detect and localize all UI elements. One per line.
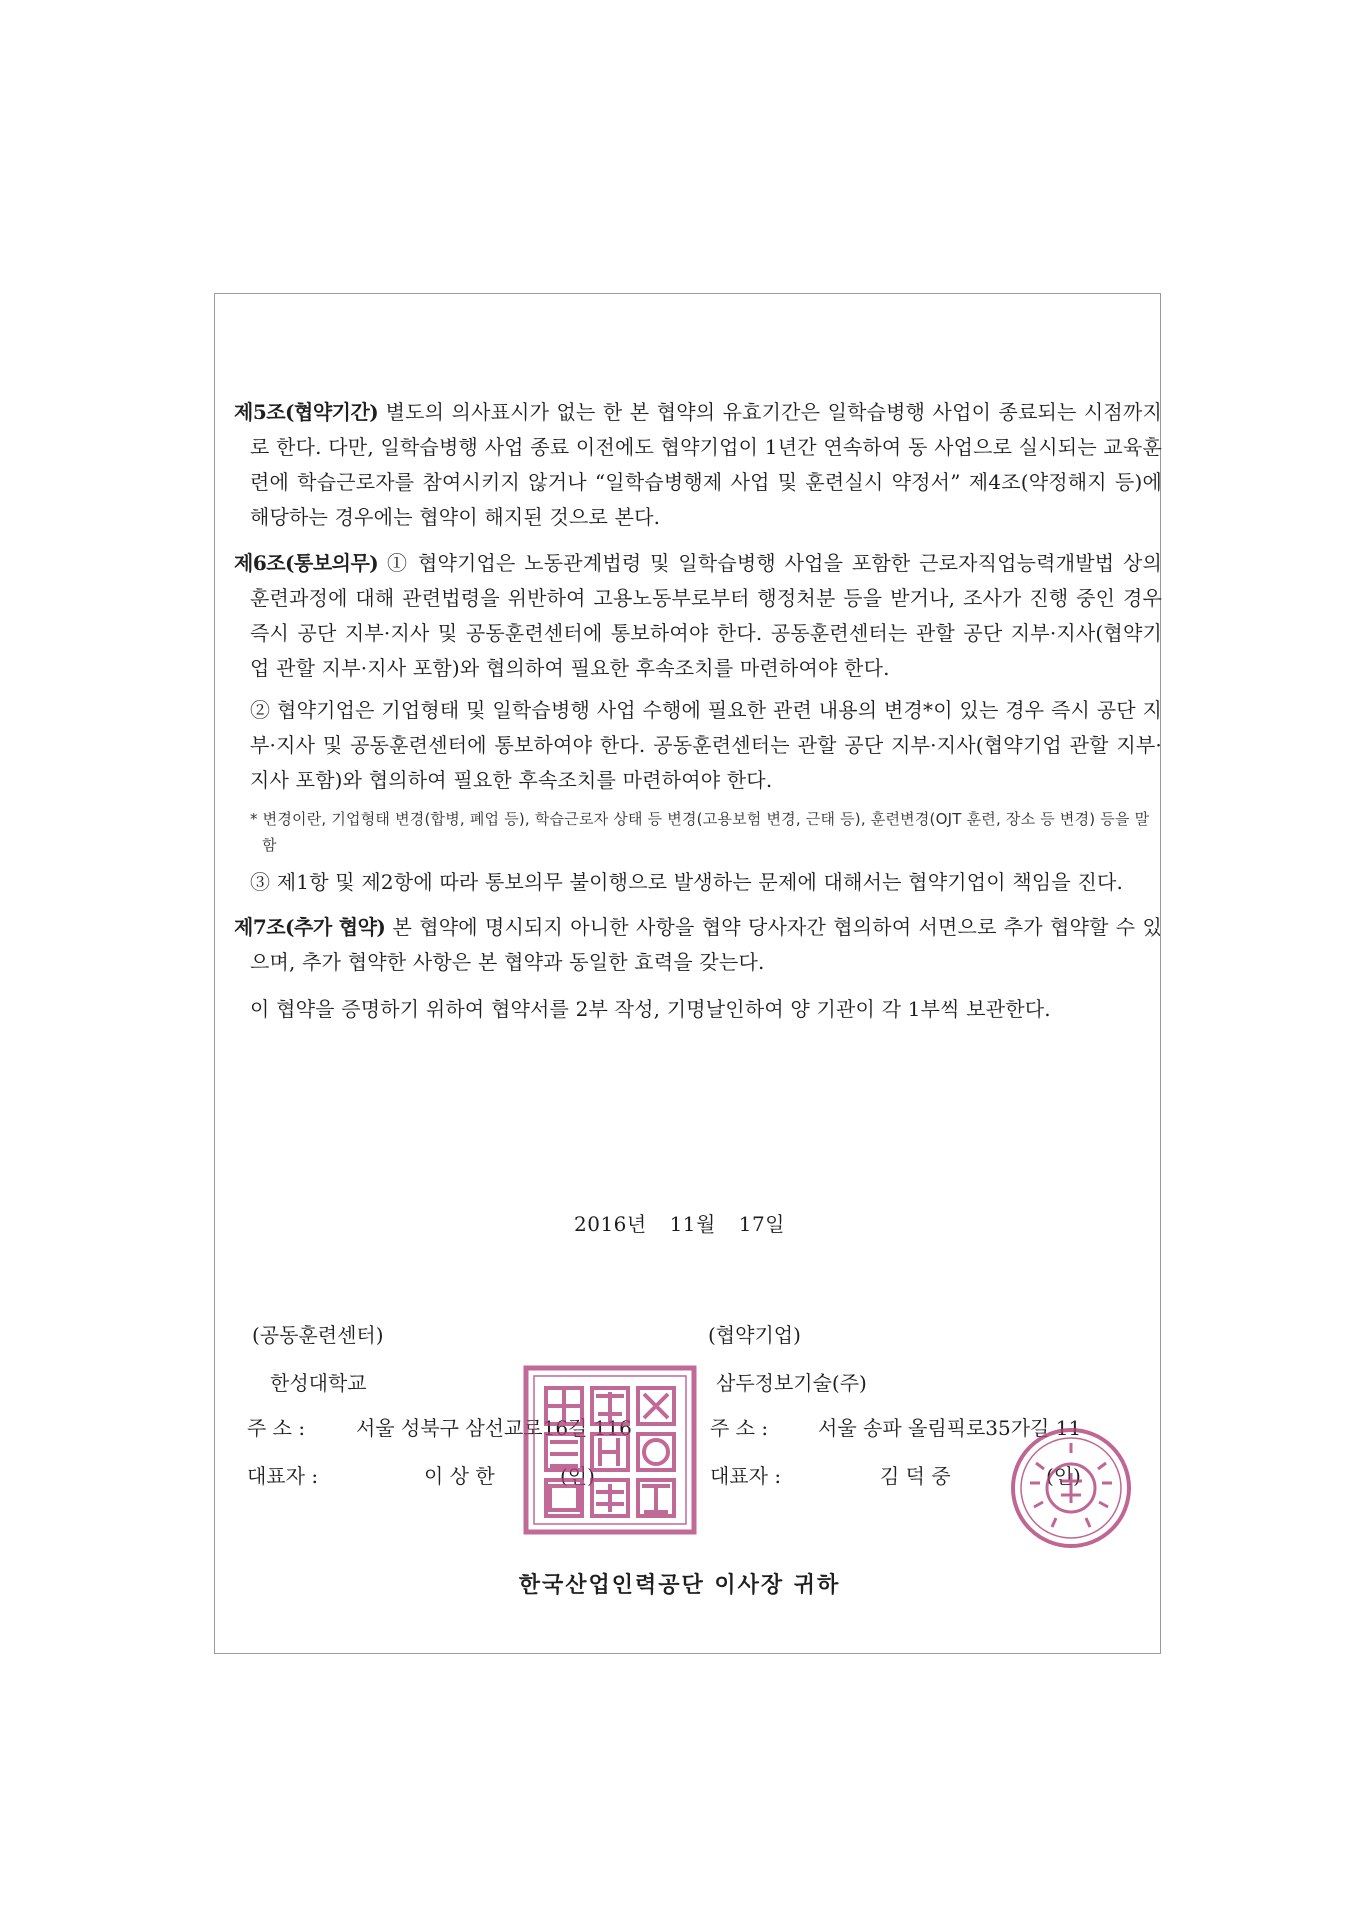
address-value: 서울 성북구 삼선교로16길 116 [356,1416,632,1440]
article-text: 별도의 의사표시가 없는 한 본 협약의 유효기간은 일학습병행 사업이 종료되는 시점까지로 한다. 다만, 일학습병행 사업 종료 이전에도 협약기업이 1년간 연속하여 동 사업으로 실시되는 교육훈련에 학습근로자를 참여시키지 않거나 “일학습병행제 사업 및 훈련실시 약정서” 제4조(약정해지 등)에 해당하는 경우에는 협약이 해지된 것으로 본다. [250,400,1162,529]
addressee: 한국산업인력공단 이사장 귀하 [518,1572,841,1598]
footnote: * 변경이란, 기업형태 변경(합병, 폐업 등), 학습근로자 상태 등 변경(고용보험 변경, 근태 등), 훈련변경(OJT 훈련, 장소 등 변경) 등을 말함 [250,810,1150,854]
party-role: (협약기업) [708,1323,801,1347]
representative-name: 이 상 한 [424,1464,495,1488]
date-month: 11월 [669,1212,716,1236]
seal-mark: (인) [1046,1464,1081,1488]
article-title: 제7조(추가 협약) [234,915,386,939]
party-name: 삼두정보기술(주) [716,1371,867,1395]
document-body [234,395,1162,1027]
date-year: 2016년 [574,1212,647,1236]
representative-name: 김 덕 중 [880,1464,951,1488]
date-day: 17일 [738,1212,785,1236]
article-text: 본 협약에 명시되지 아니한 사항을 협약 당사자간 협의하여 서면으로 추가 협약할 수 있으며, 추가 협약한 사항은 본 협약과 동일한 효력을 갖는다. [250,915,1162,974]
address-label: 주 소 : [710,1416,769,1440]
party-name: 한성대학교 [270,1371,367,1395]
article-7 [234,910,1162,980]
representative-label: 대표자 : [710,1464,782,1488]
article-6 [234,546,1162,686]
article-text: ① 협약기업은 노동관계법령 및 일학습병행 사업을 포함한 근로자직업능력개발법 상의 훈련과정에 대해 관련법령을 위반하여 고용노동부로부터 행정처분 등을 받거나, 조사가 진행 중인 경우 즉시 공단 지부·지사 및 공동훈련센터에 통보하여야 한다. 공동훈련센터는 관할 공단 지부·지사(협약기업 관할 지부·지사 포함)와 협의하여 필요한 후속조치를 마련하여야 한다. [250,551,1162,680]
article-title: 제6조(통보의무) [234,551,379,575]
article-6-clause-2: ② 협약기업은 기업형태 및 일학습병행 사업 수행에 필요한 관련 내용의 변경*이 있는 경우 즉시 공단 지부·지사 및 공동훈련센터에 통보하여야 한다. 공동훈련센터는 관할 공단 지부·지사(협약기업 관할 지부·지사 포함)와 협의하여 필요한 후속조치를 마련하여야 한다. [250,698,1162,792]
representative-label: 대표자 : [247,1464,319,1488]
agreement-date [0,1208,1359,1237]
address-label: 주 소 : [247,1416,306,1440]
closing-statement: 이 협약을 증명하기 위하여 협약서를 2부 작성, 기명날인하여 양 기관이 각 1부씩 보관한다. [250,997,1051,1021]
address-value: 서울 송파 올림픽로35가길 11 [818,1416,1082,1440]
company-seal-stamp [1006,1423,1136,1553]
article-title: 제5조(협약기간) [234,400,379,424]
party-role: (공동훈련센터) [252,1323,384,1347]
article-5 [234,395,1162,535]
seal-mark: (인) [560,1464,595,1488]
university-seal-stamp [520,1362,700,1538]
article-6-clause-3: ③ 제1항 및 제2항에 따라 통보의무 불이행으로 발생하는 문제에 대해서는 협약기업이 책임을 진다. [250,870,1124,894]
